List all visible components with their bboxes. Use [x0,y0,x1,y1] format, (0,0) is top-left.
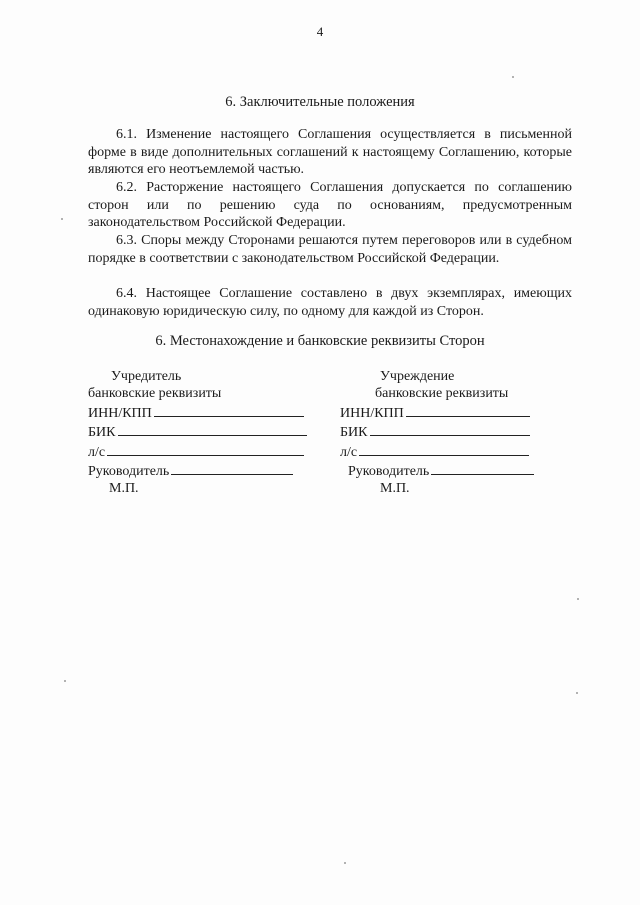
institution-head-label: Руководитель [348,464,430,480]
founder-head-label: Руководитель [88,464,170,480]
founder-account-row [88,442,328,461]
institution-heading: Учреждение [380,369,455,384]
scan-speck [512,76,514,78]
institution-seal: М.П. [380,481,410,497]
institution-requisites [340,368,580,498]
page-number: 4 [316,24,324,39]
scan-speck [577,598,579,600]
founder-inn-kpp-label: ИНН/КПП [88,405,152,421]
section-title-final-provisions: 6. Заключительные положения [225,94,415,110]
founder-inn-kpp-row [88,403,328,422]
paragraph-6-4: 6.4. Настоящее Соглашение составлено в двух экземплярах, имеющих одинаковую юридическую силу, по одному для каждой из Сторон. [88,286,572,319]
institution-bank-details-label: банковские реквизиты [375,386,509,402]
institution-bik-blank [370,422,530,436]
institution-bik-row [340,422,580,441]
founder-account-label: л/с [88,444,106,460]
section-title-requisites: 6. Местонахождение и банковские реквизиты Сторон [155,333,485,349]
founder-head-blank [171,461,293,475]
institution-account-blank [359,442,529,456]
founder-account-blank [107,442,304,456]
scan-speck [576,692,578,694]
founder-heading: Учредитель [111,369,182,384]
institution-inn-kpp-label: ИНН/КПП [340,405,404,421]
institution-account-row [340,442,580,461]
founder-bik-blank [118,422,307,436]
founder-inn-kpp-blank [154,403,304,417]
institution-inn-kpp-row [340,403,580,422]
institution-inn-kpp-blank [406,403,530,417]
institution-bik-label: БИК [340,425,368,441]
scan-speck [344,862,346,864]
paragraph-6-3: 6.3. Споры между Сторонами решаются путем переговоров или в судебном порядке в соответствии с законодательством Российской Федерации. [88,233,572,266]
founder-bank-details-label: банковские реквизиты [88,386,222,402]
institution-account-label: л/с [340,444,358,460]
founder-bik-label: БИК [88,425,116,441]
paragraph-6-2: 6.2. Расторжение настоящего Соглашения допускается по соглашению сторон или по решению суда по основаниям, предусмотренным законодательством Российской Федерации. [88,180,572,231]
founder-head-row [88,461,328,480]
scan-speck [61,218,63,220]
founder-requisites [88,368,328,498]
scan-speck [64,680,66,682]
founder-seal: М.П. [109,481,139,497]
institution-head-blank [431,461,534,475]
institution-head-row [340,461,580,480]
paragraph-6-1: 6.1. Изменение настоящего Соглашения осуществляется в письменной форме в виде дополнительных соглашений к настоящему Соглашению, которые являются его неотъемлемой частью. [88,127,572,178]
founder-bik-row [88,422,328,441]
